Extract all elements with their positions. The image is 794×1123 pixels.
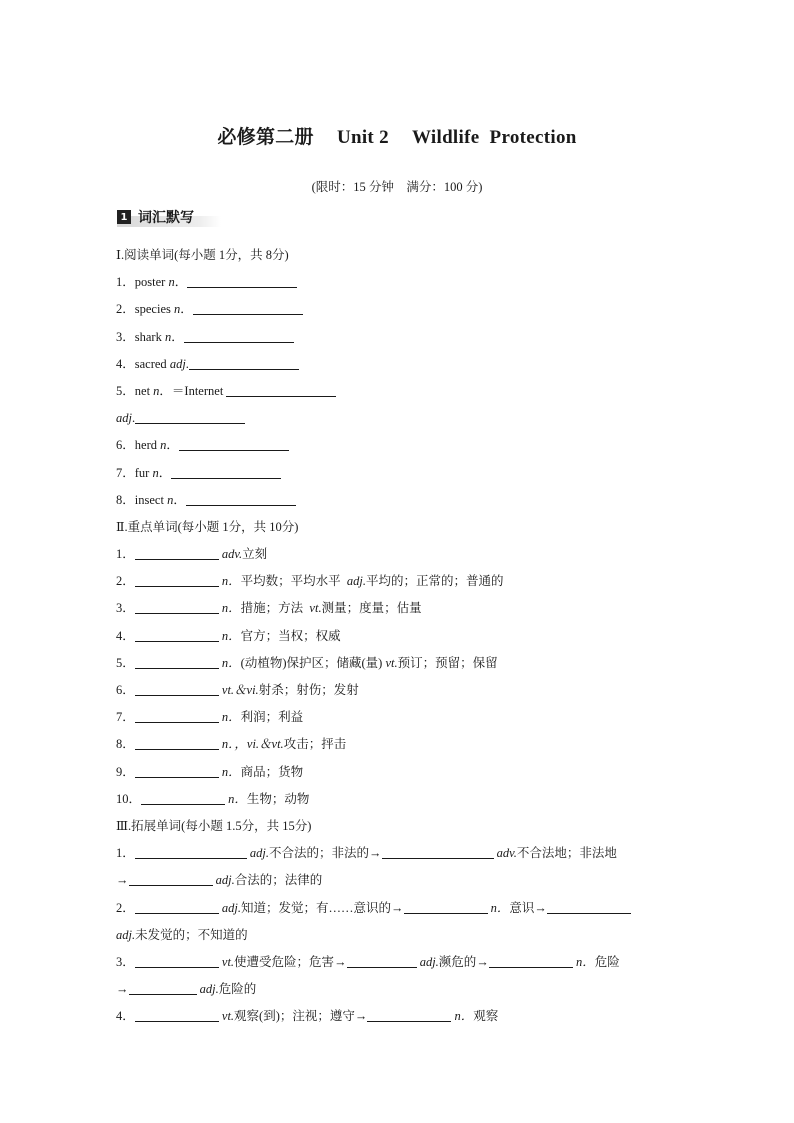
list-item: 6． vt.＆vi.射杀；射伤；发射 — [116, 683, 359, 697]
list-item: 4． n．官方；当权；权威 — [116, 628, 341, 643]
list-item: 8．insect n． — [116, 487, 682, 514]
arrow-icon: → — [354, 1009, 368, 1024]
section-label: 词汇默写 — [138, 210, 194, 226]
list-item: 7．fur n． — [116, 460, 682, 487]
answer-blank[interactable] — [129, 980, 197, 995]
answer-blank[interactable] — [193, 300, 303, 315]
answer-blank[interactable] — [135, 572, 219, 587]
answer-blank[interactable] — [135, 654, 219, 669]
list-item: → adj.危险的 — [116, 982, 257, 997]
answer-blank[interactable] — [226, 382, 336, 397]
answer-blank[interactable] — [179, 436, 289, 451]
answer-blank[interactable] — [187, 273, 297, 288]
list-item: adj. — [116, 405, 682, 432]
answer-blank[interactable] — [135, 844, 247, 859]
page-title — [0, 122, 794, 149]
arrow-icon: → — [369, 846, 382, 861]
list-item: 2． adj.知道；发觉；有……意识的→ n．意识→ — [116, 895, 682, 922]
answer-blank[interactable] — [171, 464, 281, 479]
answer-blank[interactable] — [135, 627, 219, 642]
arrow-icon: → — [116, 873, 129, 888]
answer-blank[interactable] — [404, 899, 488, 914]
answer-blank[interactable] — [135, 681, 219, 696]
answer-blank[interactable] — [135, 899, 219, 914]
list-item: 4． vt.观察(到)；注视；遵守→ n．观察 — [116, 1009, 499, 1024]
list-item: 5． n．(动植物)保护区；储藏(量) vt.预订；预留；保留 — [116, 655, 498, 670]
answer-blank[interactable] — [135, 735, 219, 750]
list-item: 1． adv.立刻 — [116, 547, 268, 562]
list-item: 7． n．利润；利益 — [116, 710, 304, 725]
list-item: 3． vt.使遭受危险；危害→ adj.濒危的→ n．危险 — [116, 954, 620, 969]
list-item: 9． n．商品；货物 — [116, 764, 304, 779]
list-item: 8． n．，vi.＆vt.攻击；抨击 — [116, 737, 347, 752]
list-item: 1． adj.不合法的；非法的→ adv.不合法地；非法地 — [116, 846, 617, 861]
list-item: 3．shark n． — [116, 324, 682, 351]
part2-heading: Ⅱ.重点单词(每小题 1分，共 10分) — [116, 519, 299, 534]
answer-blank[interactable] — [135, 763, 219, 778]
section-header — [117, 207, 227, 227]
part1-heading: Ⅰ.阅读单词(每小题 1分，共 8分) — [116, 248, 289, 262]
arrow-icon: → — [334, 954, 347, 969]
answer-blank[interactable] — [129, 871, 213, 886]
arrow-icon: → — [391, 900, 404, 915]
answer-blank[interactable] — [184, 328, 294, 343]
list-item: 10． n．生物；动物 — [116, 791, 310, 806]
answer-blank[interactable] — [382, 844, 494, 859]
answer-blank[interactable] — [135, 953, 219, 968]
answer-blank[interactable] — [186, 491, 296, 506]
answer-blank[interactable] — [189, 355, 299, 370]
section-number-badge: 1 — [117, 210, 131, 224]
title-topic: Wildlife Protection — [411, 127, 577, 148]
title-unit: Unit 2 — [336, 127, 389, 148]
title-cn: 必修第二册 — [217, 127, 314, 148]
list-item: → adj.合法的；法律的 — [116, 873, 323, 888]
list-item: 6．herd n． — [116, 432, 682, 459]
answer-blank[interactable] — [135, 599, 219, 614]
list-item: 2．species n． — [116, 296, 682, 323]
time-limit-subtitle: (限时：15 分钟 满分：100 分) — [311, 180, 483, 194]
answer-blank[interactable] — [141, 790, 225, 805]
list-item: 2． n．平均数；平均水平 adj.平均的；正常的；普通的 — [116, 574, 504, 589]
answer-blank[interactable] — [489, 953, 573, 968]
arrow-icon: → — [534, 900, 547, 915]
answer-blank[interactable] — [135, 409, 245, 424]
arrow-icon: → — [116, 982, 129, 997]
list-item: 1．poster n． — [116, 269, 682, 296]
list-item: 3． n．措施；方法 vt.测量；度量；估量 — [116, 601, 422, 616]
worksheet-content — [116, 242, 682, 1030]
list-item: adj.未发觉的；不知道的 — [116, 927, 248, 942]
arrow-icon: → — [476, 954, 489, 969]
answer-blank[interactable] — [135, 708, 219, 723]
part3-heading: Ⅲ.拓展单词(每小题 1.5分，共 15分) — [116, 818, 312, 833]
answer-blank[interactable] — [347, 953, 417, 968]
answer-blank[interactable] — [135, 545, 219, 560]
list-item: 4．sacred adj. — [116, 351, 682, 378]
answer-blank[interactable] — [135, 1007, 219, 1022]
answer-blank[interactable] — [547, 899, 631, 914]
list-item: 5．net n．＝Internet — [116, 378, 682, 405]
answer-blank[interactable] — [367, 1007, 451, 1022]
